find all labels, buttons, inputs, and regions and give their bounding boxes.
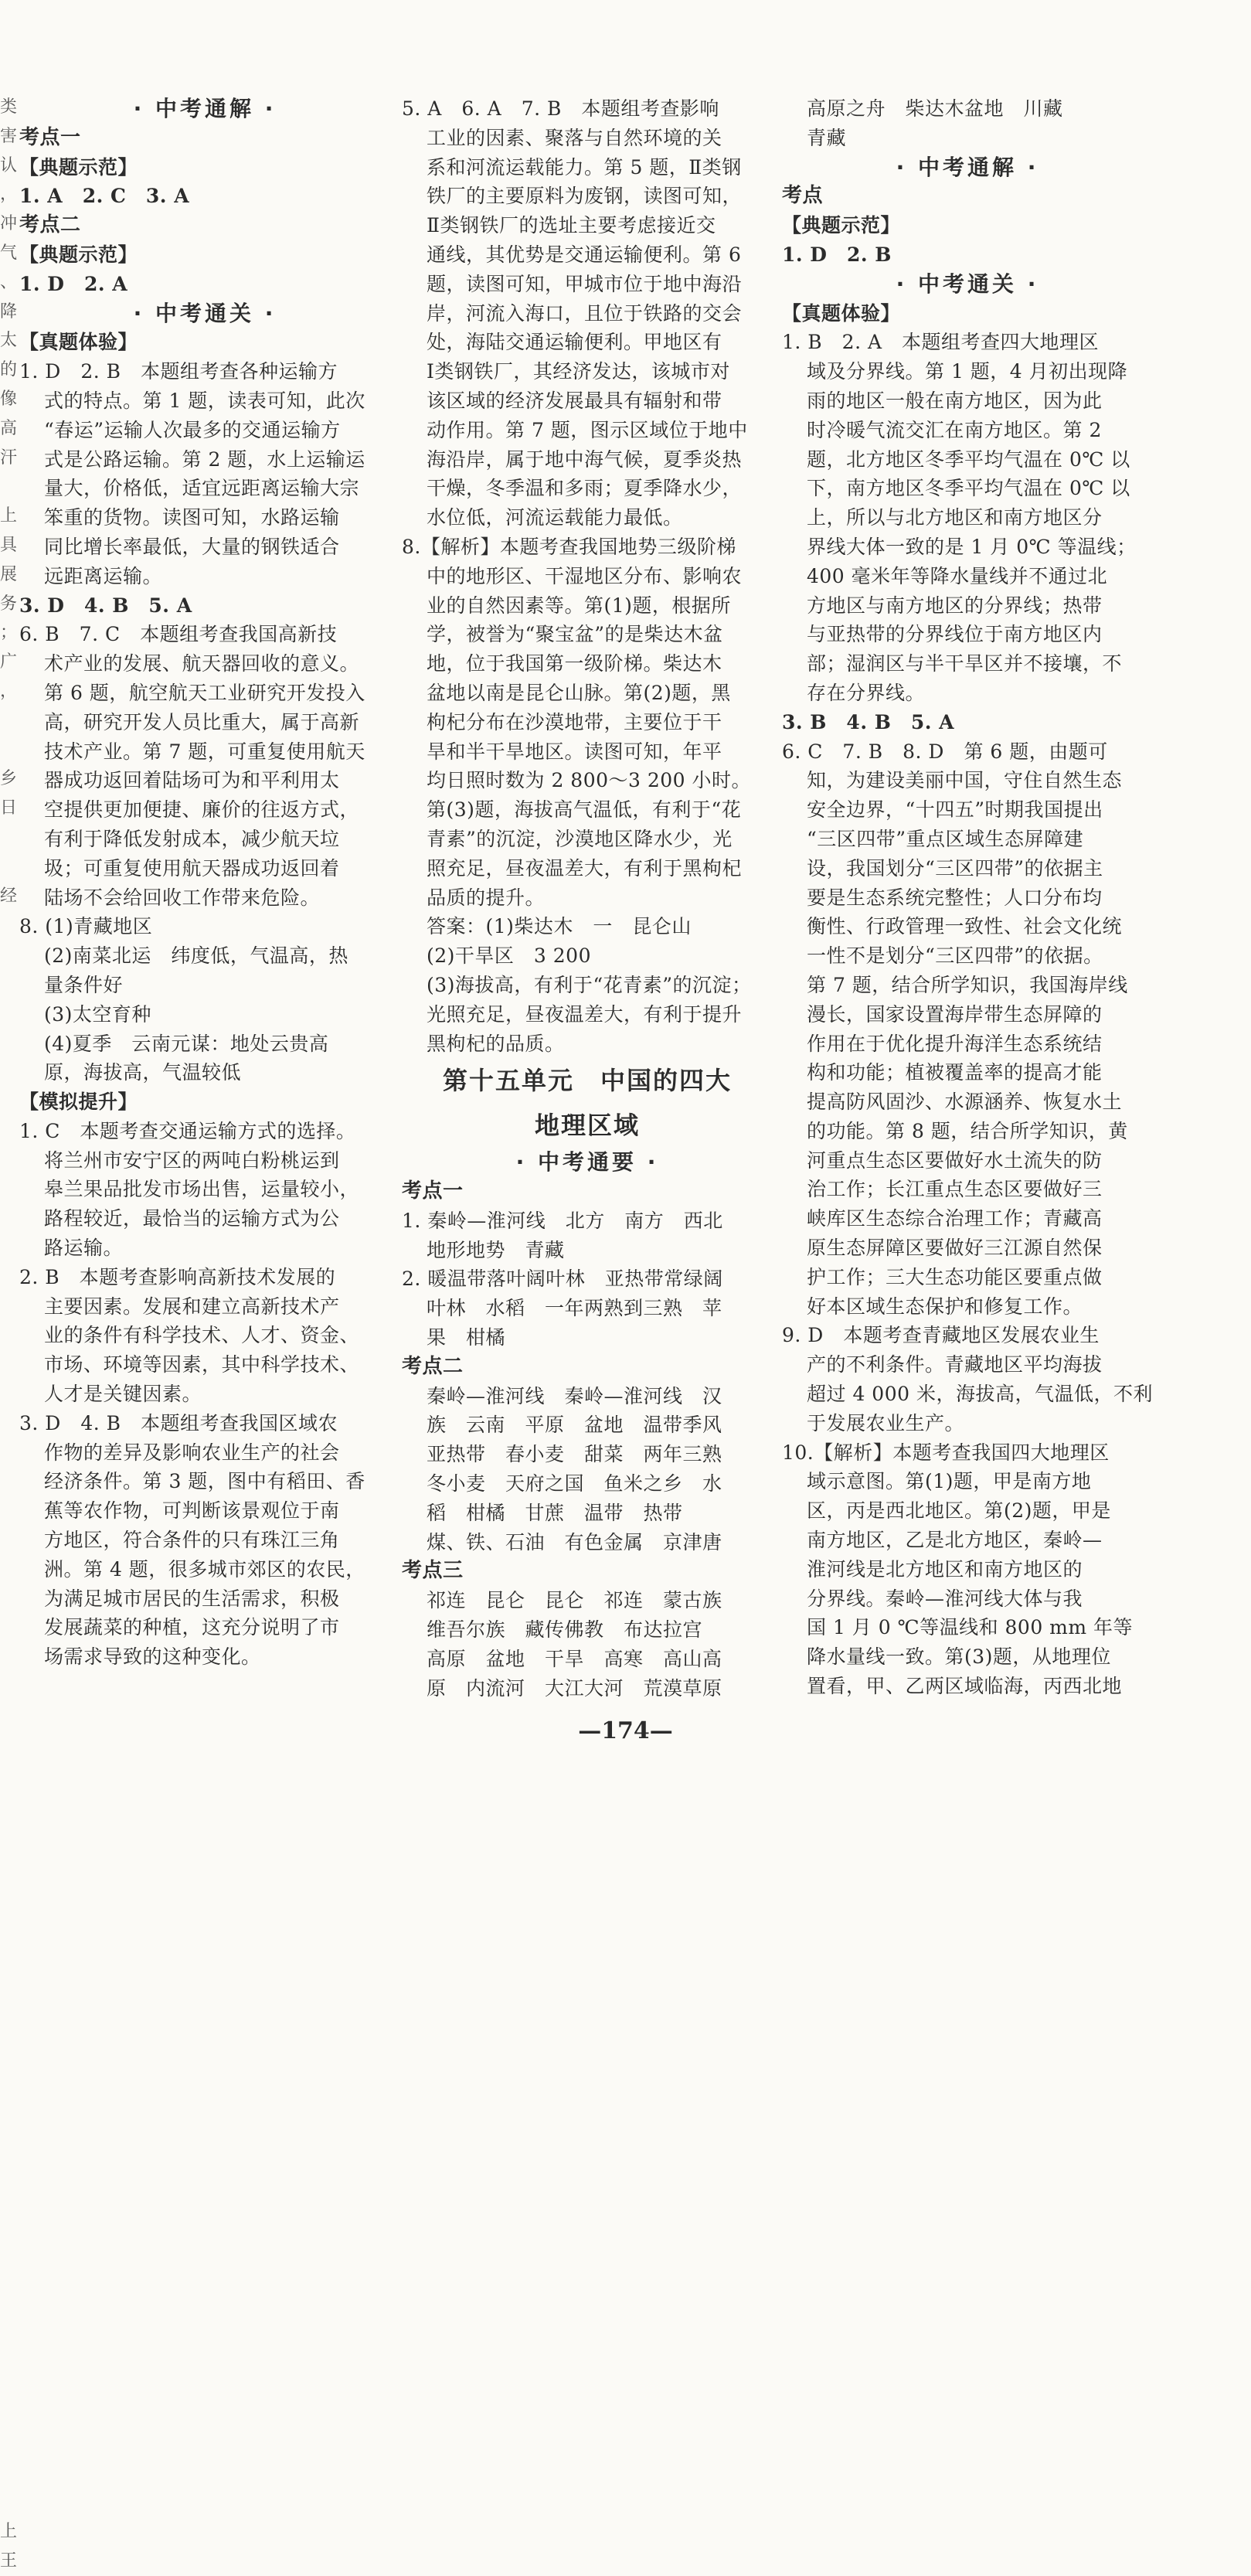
text-line: 业的自然因素等。第(1)题，根据所: [427, 594, 731, 617]
text-line: 方地区，符合条件的只有珠江三角: [44, 1529, 340, 1552]
edge-glyph: [0, 1407, 14, 1437]
text-line: 2. B 本题考查影响高新技术发展的: [19, 1265, 336, 1288]
edge-glyph: [0, 1261, 14, 1291]
edge-glyph: 务: [0, 594, 18, 614]
edge-glyph: [0, 1378, 14, 1407]
text-line: 治工作；长江重点生态区要做好三: [807, 1178, 1103, 1201]
column-middle: [402, 94, 773, 1703]
text-line: 量大，价格低，适宜远距离运输大宗: [44, 477, 360, 500]
text-line: 市场、环境等因素，其中科学技术、: [44, 1353, 360, 1376]
edge-glyph: [0, 1145, 14, 1174]
text-line: · 中考通解 ·: [133, 96, 277, 121]
edge-glyph: [0, 1875, 14, 1904]
text-line: 主要因素。发展和建立高新技术产: [44, 1295, 340, 1318]
text-line: · 中考通关 ·: [133, 300, 277, 326]
text-line: 维吾尔族 藏传佛教 布达拉宫: [427, 1618, 703, 1642]
edge-glyph: 高: [0, 418, 18, 438]
edge-glyph: [0, 852, 14, 882]
text-line: 技术产业。第 7 题，可重复使用航天: [44, 740, 365, 763]
text-line: 【典题示范】: [782, 214, 901, 237]
text-line: 8.【解析】本题考查我国地势三级阶梯: [402, 535, 736, 558]
text-line: 分界线。秦岭—淮河线大体与我: [807, 1587, 1083, 1610]
text-line: (2)干旱区 3 200: [427, 944, 591, 968]
text-line: 2. 暖温带落叶阔叶林 亚热带常绿阔: [402, 1268, 723, 1291]
text-line: 术产业的发展、航天器回收的意义。: [44, 652, 360, 675]
text-line: 中的地形区、干湿地区分布、影响农: [427, 564, 743, 587]
edge-glyph: [0, 2225, 14, 2254]
text-line: 置看，甲、乙两区域临海，丙西北地: [807, 1675, 1123, 1698]
text-line: 于发展农业生产。: [807, 1411, 965, 1434]
text-line: 盆地以南是昆仑山脉。第(2)题，黑: [427, 681, 731, 704]
column-right: [782, 94, 1153, 1701]
text-line: 第十五单元 中国的四大: [442, 1066, 732, 1096]
edge-glyph: [0, 1349, 14, 1378]
text-line: 发展蔬菜的种植，这充分说明了市: [44, 1616, 340, 1639]
edge-glyph: 具: [0, 535, 18, 555]
edge-glyph: 展: [0, 564, 18, 584]
text-line: 动作用。第 7 题，图示区域位于地中: [427, 418, 748, 441]
text-line: 地形地势 青藏: [427, 1238, 565, 1261]
edge-glyph: [0, 1904, 14, 1933]
edge-glyph: [0, 1173, 14, 1203]
text-line: 作用在于优化提升海洋生态系统结: [807, 1032, 1103, 1055]
edge-glyph: [0, 2313, 14, 2343]
text-line: 域示意图。第(1)题，甲是南方地: [807, 1470, 1092, 1493]
text-line: 青藏: [807, 126, 847, 149]
edge-glyph: 王: [0, 2550, 18, 2571]
edge-glyph: [0, 999, 14, 1028]
text-line: 峡库区生态综合治理工作；青藏高: [807, 1207, 1103, 1230]
text-line: (3)太空育种: [44, 1002, 151, 1026]
edge-glyph: 认: [0, 155, 18, 175]
text-line: 处，海陆交通运输便利。甲地区有: [427, 331, 722, 354]
edge-glyph: [0, 2196, 14, 2225]
edge-glyph: [0, 1758, 14, 1787]
text-line: 答案：(1)柴达木 一 昆仑山: [427, 915, 692, 938]
edge-glyph: [0, 1524, 14, 1553]
edge-glyph: [0, 823, 14, 852]
edge-glyph: 乡: [0, 769, 18, 789]
text-line: 区，丙是西北地区。第(2)题，甲是: [807, 1499, 1111, 1523]
text-line: 枸杞分布在沙漠地带，主要位于干: [427, 710, 722, 733]
text-line: 圾；可重复使用航天器成功返回着: [44, 856, 340, 880]
text-line: 青素”的沉淀，沙漠地区降水少，光: [427, 827, 733, 850]
edge-glyph: [0, 1611, 14, 1641]
text-line: 安全边界，“十四五”时期我国提出: [807, 798, 1103, 822]
text-line: 1. D 2. B: [782, 243, 892, 266]
edge-glyph: 太: [0, 331, 18, 351]
text-line: 1. A 2. C 3. A: [19, 185, 190, 208]
text-line: 第 6 题，航空航天工业研究开发投入: [44, 681, 365, 704]
text-line: 原，海拔高，气温较低: [44, 1061, 242, 1084]
text-line: 第 7 题，结合所学知识，我国海岸线: [807, 973, 1128, 996]
text-line: 考点: [782, 184, 824, 208]
text-line: 河重点生态区要做好水土流失的防: [807, 1148, 1103, 1172]
text-line: 蕉等农作物，可判断该景观位于南: [44, 1499, 340, 1523]
text-line: 同比增长率最低，大量的钢铁适合: [44, 535, 340, 558]
text-line: 果 柑橘: [427, 1326, 506, 1349]
edge-glyph: [0, 472, 14, 502]
edge-glyph: 类: [0, 97, 18, 117]
text-line: 原生态屏障区要做好三江源自然保: [807, 1237, 1103, 1260]
edge-glyph: 、: [0, 272, 18, 292]
text-line: 地，位于我国第一级阶梯。柴达木: [427, 652, 722, 675]
text-line: 均日照时数为 2 800～3 200 小时。: [427, 769, 752, 792]
text-line: 学，被誉为“聚宝盆”的是柴达木盆: [427, 623, 723, 646]
edge-glyph: [0, 2284, 14, 2313]
text-line: 超过 4 000 米，海拔高，气温低，不利: [807, 1383, 1153, 1406]
text-line: 照充足，昼夜温差大，有利于黑枸杞: [427, 856, 743, 880]
edge-glyph: 上: [0, 506, 18, 526]
text-line: 黑枸杞的品质。: [427, 1032, 565, 1055]
text-line: 3. B 4. B 5. A: [782, 710, 955, 733]
text-line: 洲。第 4 题，很多城市郊区的农民，: [44, 1557, 365, 1581]
text-line: 提高防风固沙、水源涵养、恢复水土: [807, 1091, 1123, 1114]
edge-glyph: [0, 2459, 14, 2489]
text-line: 1. D 2. B 本题组考查各种运输方: [19, 360, 338, 383]
text-line: 场需求导致的这种变化。: [44, 1645, 261, 1669]
text-line: 考点二: [19, 213, 81, 237]
text-line: 业的条件有科学技术、人才、资金、: [44, 1324, 360, 1347]
edge-glyph: 气: [0, 243, 18, 263]
edge-glyph: [0, 1291, 14, 1320]
text-line: · 中考通关 ·: [896, 271, 1039, 297]
edge-glyph: [0, 1670, 14, 1700]
edge-glyph: ；: [0, 623, 18, 643]
text-line: 漫长，国家设置海岸带生态屏障的: [807, 1002, 1103, 1026]
edge-glyph: ，: [0, 185, 18, 205]
text-line: 将兰州市安宁区的两吨白粉桃运到: [44, 1148, 340, 1172]
text-line: 5. A 6. A 7. B 本题组考查影响: [402, 97, 719, 120]
edge-glyph: ，: [0, 681, 18, 701]
text-line: 铁厂的主要原料为废钢，读图可知，: [427, 185, 743, 208]
text-line: 高原之舟 柴达木盆地 川藏: [807, 97, 1063, 120]
edge-glyph: 害: [0, 126, 18, 146]
edge-glyph: [0, 2488, 14, 2517]
text-line: 构和功能；植被覆盖率的提高才能: [807, 1061, 1103, 1084]
edge-glyph: 降: [0, 301, 18, 322]
edge-glyph: 广: [0, 652, 18, 672]
text-line: 【典题示范】: [19, 243, 138, 266]
text-line: 好本区域生态保护和修复工作。: [807, 1295, 1083, 1318]
text-line: (4)夏季 云南元谋：地处云贵高: [44, 1032, 329, 1055]
edge-glyph: 冲: [0, 214, 18, 234]
text-line: 6. C 7. B 8. D 第 6 题，由题可: [782, 740, 1108, 763]
edge-glyph: [0, 2079, 14, 2108]
text-line: 知，为建设美丽中国，守住自然生态: [807, 769, 1123, 792]
edge-glyph: [0, 1495, 14, 1524]
text-line: 旱和半干旱地区。读图可知，年平: [427, 740, 722, 763]
text-line: 地理区域: [534, 1111, 640, 1141]
text-line: 族 云南 平原 盆地 温带季风: [427, 1414, 722, 1437]
edge-glyph: 经: [0, 886, 18, 906]
text-line: 笨重的货物。读图可知，水路运输: [44, 506, 340, 529]
text-line: 通线，其优势是交通运输便利。第 6: [427, 243, 742, 266]
text-line: 为满足城市居民的生活需求，积极: [44, 1587, 340, 1610]
edge-glyph: [0, 2167, 14, 2197]
edge-glyph: 像: [0, 389, 18, 409]
edge-glyph: [0, 1437, 14, 1466]
text-line: 水位低，河流运载能力最低。: [427, 506, 683, 529]
text-line: 远距离运输。: [44, 564, 163, 587]
text-line: 3. D 4. B 本题组考查我国区域农: [19, 1411, 338, 1434]
text-line: 考点二: [402, 1354, 464, 1378]
text-line: 光照充足，昼夜温差大，有利于提升: [427, 1002, 743, 1026]
edge-glyph: [0, 1465, 14, 1495]
text-line: 考点一: [19, 125, 81, 149]
text-line: 有利于降低发射成本，减少航天垃: [44, 827, 340, 850]
text-line: Ⅱ类钢铁厂的选址主要考虑接近交: [427, 214, 716, 237]
text-line: 降水量线一致。第(3)题，从地理位: [807, 1645, 1111, 1669]
edge-glyph: [0, 1816, 14, 1846]
text-line: 作物的差异及影响农业生产的社会: [44, 1441, 340, 1464]
text-line: 【典题示范】: [19, 155, 138, 179]
text-line: 与亚热带的分界线位于南方地区内: [807, 623, 1103, 646]
edge-glyph: [0, 1203, 14, 1232]
text-line: “春运”运输人次最多的交通运输方: [44, 418, 341, 441]
text-line: 经济条件。第 3 题，图中有稻田、香: [44, 1470, 365, 1493]
text-line: 时冷暖气流交汇在南方地区。第 2: [807, 418, 1102, 441]
edge-glyph: 汗: [0, 447, 18, 468]
text-line: 高原 盆地 干旱 高寒 高山高: [427, 1647, 722, 1670]
edge-glyph: [0, 1962, 14, 1992]
text-line: 煤、铁、石油 有色金属 京津唐: [427, 1530, 722, 1553]
text-line: 1. B 2. A 本题组考查四大地理区: [782, 331, 1100, 354]
text-line: 护工作；三大生态功能区要重点做: [807, 1265, 1103, 1288]
text-line: 【模拟提升】: [19, 1091, 138, 1114]
text-line: 空提供更加便捷、廉价的往返方式，: [44, 798, 360, 822]
text-line: (2)南菜北运 纬度低，气温高，热: [44, 944, 348, 968]
edge-glyph: [0, 1028, 14, 1057]
edge-glyph: [0, 2342, 14, 2371]
text-line: 上，所以与北方地区和南方地区分: [807, 506, 1103, 529]
text-line: 干燥，冬季温和多雨；夏季降水少，: [427, 477, 743, 500]
text-line: 量条件好: [44, 973, 124, 996]
text-line: 式是公路运输。第 2 题，水上运输运: [44, 447, 365, 471]
edge-glyph: [0, 2401, 14, 2430]
text-line: 题，读图可知，甲城市位于地中海沿: [427, 272, 743, 295]
text-line: 【真题体验】: [782, 301, 901, 325]
text-line: 路程较近，最恰当的运输方式为公: [44, 1207, 340, 1230]
text-line: 国 1 月 0 ℃等温线和 800 mm 年等: [807, 1616, 1134, 1639]
edge-glyph: [0, 1115, 14, 1145]
text-line: 400 毫米年等降水量线并不通过北: [807, 564, 1108, 587]
text-line: 路运输。: [44, 1237, 124, 1260]
edge-glyph: [0, 1319, 14, 1349]
edge-glyph: [0, 2108, 14, 2138]
edge-glyph: [0, 1641, 14, 1670]
edge-glyph: [0, 1933, 14, 1962]
edge-glyph: [0, 1992, 14, 2021]
text-line: 题，北方地区冬季平均气温在 0℃ 以: [807, 447, 1130, 471]
edge-glyph: [0, 2371, 14, 2401]
text-line: 海沿岸，属于地中海气候，夏季炎热: [427, 447, 743, 471]
edge-glyph: [0, 1553, 14, 1583]
text-line: 9. D 本题考查青藏地区发展农业生: [782, 1324, 1100, 1347]
text-line: 的功能。第 8 题，结合所学知识，黄: [807, 1119, 1128, 1142]
edge-glyph: [0, 940, 14, 969]
edge-glyph: 的: [0, 360, 18, 380]
text-line: 该区域的经济发展最具有辐射和带: [427, 389, 722, 412]
text-line: 祁连 昆仑 昆仑 祁连 蒙古族: [427, 1589, 722, 1612]
text-line: 8. (1)青藏地区: [19, 915, 153, 938]
edge-glyph: [0, 2050, 14, 2079]
edge-glyph: [0, 706, 14, 736]
edge-glyph: [0, 1057, 14, 1086]
text-line: 南方地区，乙是北方地区，秦岭—: [807, 1529, 1103, 1552]
text-line: 1. D 2. A: [19, 272, 128, 295]
text-line: 1. C 本题考查交通运输方式的选择。: [19, 1119, 356, 1142]
text-line: 秦岭—淮河线 秦岭—淮河线 汉: [427, 1384, 722, 1407]
text-line: 冬小麦 天府之国 鱼米之乡 水: [427, 1472, 722, 1496]
text-line: 6. B 7. C 本题组考查我国高新技: [19, 623, 338, 646]
text-line: · 中考通解 ·: [896, 154, 1039, 180]
edge-glyph: [0, 1787, 14, 1816]
edge-glyph: [0, 1232, 14, 1261]
text-line: 雨的地区一般在南方地区，因为此: [807, 389, 1103, 412]
text-line: 陆场不会给回收工作带来危险。: [44, 886, 321, 909]
text-line: Ⅰ类钢铁厂，其经济发达，该城市对: [427, 360, 730, 383]
edge-glyph: [0, 2430, 14, 2459]
text-line: 域及分界线。第 1 题，4 月初出现降: [807, 360, 1128, 383]
column-left: [19, 94, 390, 1672]
text-line: 3. D 4. B 5. A: [19, 594, 192, 617]
text-line: 皋兰果品批发市场出售，运量较小，: [44, 1178, 360, 1201]
text-line: 原 内流河 大江大河 荒漠草原: [427, 1676, 722, 1700]
text-line: · 中考通要 ·: [515, 1149, 659, 1176]
text-line: 要是生态系统完整性；人口分布均: [807, 886, 1103, 909]
edge-glyph: 上: [0, 2522, 18, 2542]
text-line: “三区四带”重点区域生态屏障建: [807, 827, 1084, 850]
text-line: 高，研究开发人员比重大，属于高新: [44, 710, 360, 733]
text-line: 考点一: [402, 1179, 464, 1203]
text-line: 【真题体验】: [19, 331, 138, 354]
edge-glyph: [0, 2021, 14, 2050]
text-line: 品质的提升。: [427, 886, 546, 909]
text-line: 式的特点。第 1 题，读表可知，此次: [44, 389, 365, 412]
edge-glyph: [0, 2254, 14, 2284]
edge-glyph: [0, 969, 14, 999]
text-line: 亚热带 春小麦 甜菜 两年三熟: [427, 1443, 722, 1466]
edge-glyph: [0, 1583, 14, 1612]
text-line: 衡性、行政管理一致性、社会文化统: [807, 915, 1123, 938]
text-line: 岸，河流入海口，且位于铁路的交会: [427, 301, 743, 325]
text-line: 1. 秦岭—淮河线 北方 南方 西北: [402, 1209, 723, 1232]
text-line: (3)海拔高，有利于“花青素”的沉淀；: [427, 973, 752, 996]
text-line: 工业的因素、聚落与自然环境的关: [427, 126, 722, 149]
text-line: 存在分界线。: [807, 681, 926, 704]
text-line: 叶林 水稻 一年两熟到三熟 苹: [427, 1297, 722, 1320]
edge-glyph: 日: [0, 798, 18, 818]
text-line: 下，南方地区冬季平均气温在 0℃ 以: [807, 477, 1130, 500]
text-line: 部；湿润区与半干旱区并不接壤，不: [807, 652, 1123, 675]
text-line: 系和河流运载能力。第 5 题，Ⅱ类钢: [427, 155, 742, 179]
text-line: 方地区与南方地区的分界线；热带: [807, 594, 1103, 617]
text-line: 10.【解析】本题考查我国四大地理区: [782, 1441, 1110, 1464]
text-line: 考点三: [402, 1559, 464, 1583]
edge-glyph: [0, 2138, 14, 2167]
text-line: 第(3)题，海拔高气温低，有利于“花: [427, 798, 742, 822]
edge-glyph: [0, 910, 14, 940]
page-number: —174—: [578, 1717, 673, 1744]
text-line: 稻 柑橘 甘蔗 温带 热带: [427, 1501, 683, 1524]
edge-glyph: [0, 736, 14, 765]
left-edge-cropped-text: [0, 93, 18, 2576]
text-line: 淮河线是北方地区和南方地区的: [807, 1557, 1083, 1581]
text-line: 设，我国划分“三区四带”的依据主: [807, 856, 1103, 880]
text-line: 一性不是划分“三区四带”的依据。: [807, 944, 1103, 968]
text-line: 界线大体一致的是 1 月 0℃ 等温线；: [807, 535, 1137, 558]
edge-glyph: [0, 1086, 14, 1115]
text-line: 产的不利条件。青藏地区平均海拔: [807, 1353, 1103, 1376]
edge-glyph: [0, 1846, 14, 1875]
text-line: 人才是关键因素。: [44, 1383, 202, 1406]
text-line: 器成功返回着陆场可为和平利用太: [44, 769, 340, 792]
